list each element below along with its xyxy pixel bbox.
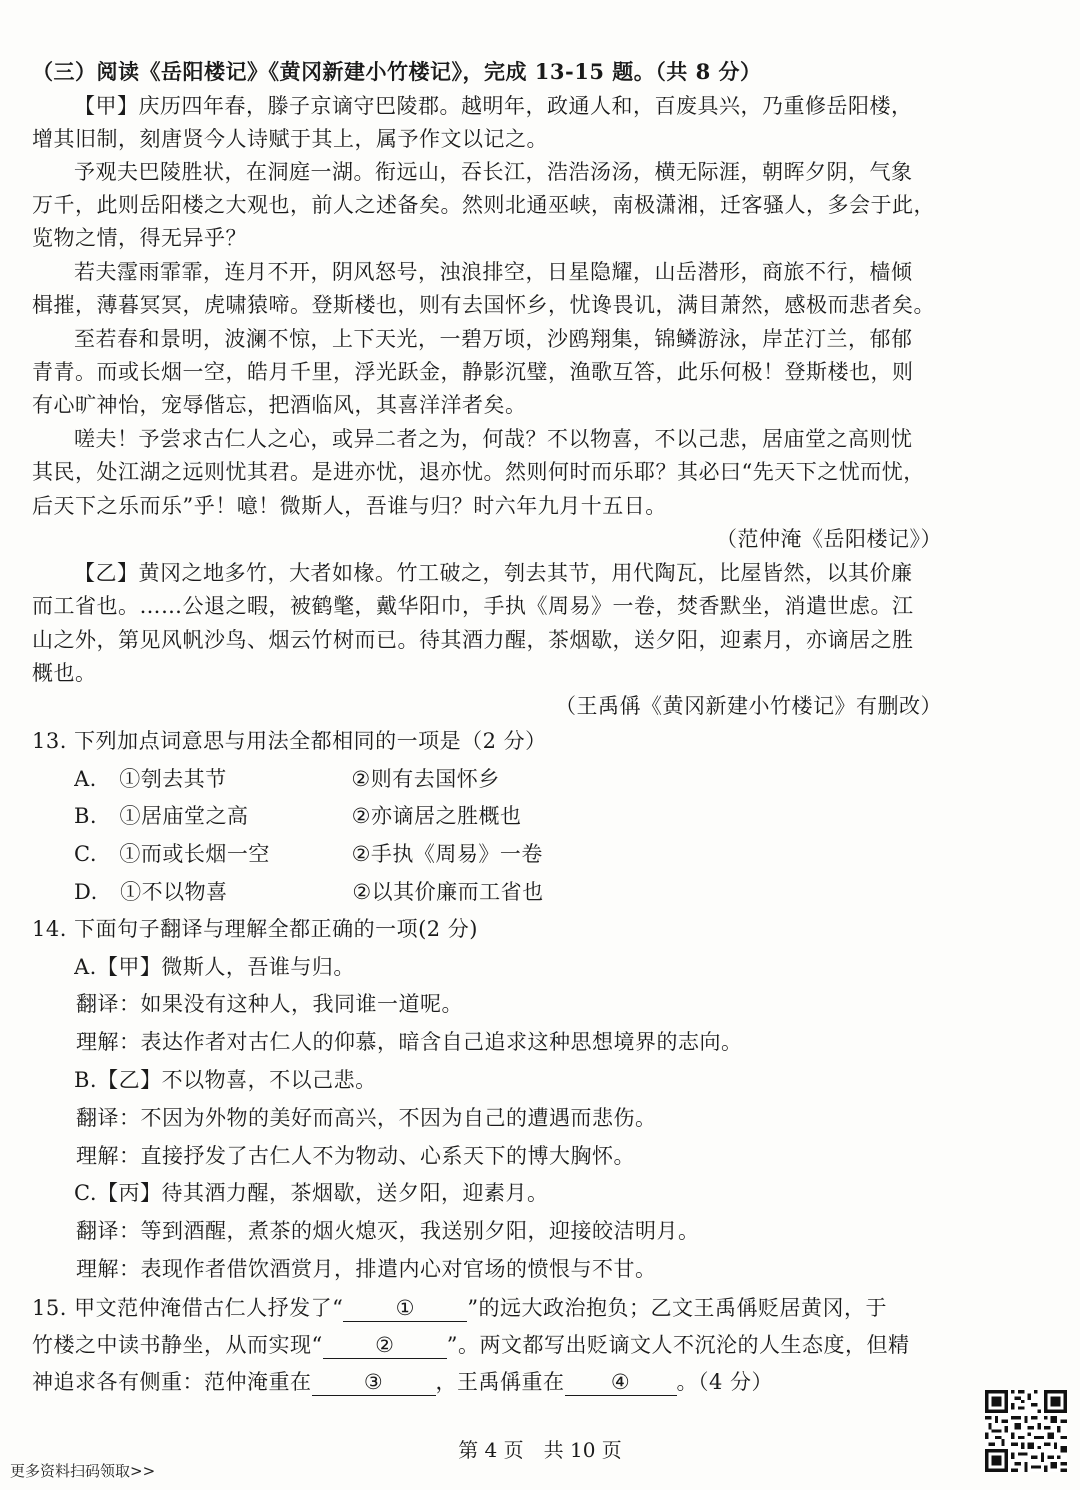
question-15-line-3	[32, 1366, 942, 1398]
option-label: C.	[74, 842, 97, 866]
passage-a-line: 楫摧，薄暮冥冥，虎啸猿啼。登斯楼也，则有去国怀乡，忧谗畏讥，满目萧然，感极而悲者矣。	[32, 293, 935, 317]
question-13-stem: 13. 下列加点词意思与用法全都相同的一项是（2 分）	[32, 729, 547, 753]
passage-a-line: 至若春和景明，波澜不惊，上下天光，一碧万顷，沙鸥翔集，锦鳞游泳，岸芷汀兰，郁郁	[74, 327, 913, 351]
page-number: 第 4 页 共 10 页	[458, 1438, 622, 1462]
q14-translation: 翻译：不因为外物的美好而高兴，不因为自己的遭遇而悲伤。	[76, 1106, 657, 1130]
option-item-1: ①居庙堂之高	[119, 804, 249, 828]
option-label: B.	[74, 804, 98, 828]
q14-translation: 翻译：如果没有这种人，我同谁一道呢。	[76, 992, 463, 1016]
passage-b-line: 概也。	[32, 661, 97, 685]
passage-a-line: 有心旷神怡，宠辱偕忘，把酒临风，其喜洋洋者矣。	[32, 393, 527, 417]
question-14-stem: 14. 下面句子翻译与理解全都正确的一项(2 分)	[32, 917, 478, 941]
passage-a-line: 予观夫巴陵胜状，在洞庭一湖。衔远山，吞长江，浩浩汤汤，横无际涯，朝晖夕阴，气象	[74, 160, 913, 184]
q14-option-c[interactable]: C.【丙】待其酒力醒，茶烟歇，送夕阳，迎素月。	[74, 1181, 549, 1205]
passage-a-line: 览物之情，得无异乎？	[32, 226, 247, 250]
option-item-2: ②手执《周易》一卷	[351, 842, 543, 866]
q15-text: 竹楼之中读书静坐，从而实现“	[32, 1333, 323, 1357]
source-b: （王禹偁《黄冈新建小竹楼记》有删改）	[555, 694, 942, 718]
q13-option-b[interactable]	[74, 800, 942, 832]
passage-a-line: 若夫霪雨霏霏，连月不开，阴风怒号，浊浪排空，日星隐耀，山岳潜形，商旅不行，樯倾	[74, 260, 913, 284]
option-item-1: ①不以物喜	[120, 880, 228, 904]
passage-b-line: 而工省也。……公退之暇，被鹤氅，戴华阳巾，手执《周易》一卷，焚香默坐，消遣世虑。江	[32, 594, 914, 618]
section-header: （三）阅读《岳阳楼记》《黄冈新建小竹楼记》，完成 13-15 题。（共 8 分）	[32, 59, 762, 84]
question-15-line-2	[32, 1329, 942, 1361]
question-15-line-1	[32, 1292, 942, 1324]
q15-text: ”。两文都写出贬谪文人不沉沦的人生态度，但精	[446, 1333, 910, 1357]
option-label: A.	[74, 767, 97, 791]
passage-a-line: 后天下之乐而乐”乎！噫！微斯人，吾谁与归？时六年九月十五日。	[32, 494, 667, 518]
q14-option-b[interactable]: B.【乙】不以物喜，不以己悲。	[74, 1068, 377, 1092]
passage-a-line: 增其旧制，刻唐贤今人诗赋于其上，属予作文以记之。	[32, 127, 548, 151]
option-item-1: ①而或长烟一空	[119, 842, 270, 866]
q14-option-a[interactable]: A.【甲】微斯人，吾谁与归。	[74, 955, 355, 979]
more-resources-link[interactable]: 更多资料扫码领取>>	[10, 1462, 156, 1480]
answer-blank-1[interactable]: ①	[343, 1295, 467, 1322]
option-item-2: ②亦谪居之胜概也	[351, 804, 522, 828]
q14-understanding: 理解：直接抒发了古仁人不为物动、心系天下的博大胸怀。	[76, 1144, 635, 1168]
q15-text: 神追求各有侧重：范仲淹重在	[32, 1370, 312, 1394]
option-item-1: ①刳去其节	[119, 767, 227, 791]
option-item-2: ②以其价廉而工省也	[352, 880, 544, 904]
q15-text: ，王禹偁重在	[435, 1370, 565, 1394]
q15-text: 15. 甲文范仲淹借古仁人抒发了“	[32, 1296, 344, 1320]
q13-option-a[interactable]	[74, 763, 942, 795]
option-label: D.	[74, 880, 98, 904]
answer-blank-4[interactable]: ④	[565, 1369, 677, 1396]
q14-translation: 翻译：等到酒醒，煮茶的烟火熄灭，我送别夕阳，迎接皎洁明月。	[76, 1219, 700, 1243]
passage-a-line: 万千，此则岳阳楼之大观也，前人之述备矣。然则北通巫峡，南极潇湘，迁客骚人，多会于此，	[32, 193, 935, 217]
passage-a-line: 其民，处江湖之远则忧其君。是进亦忧，退亦忧。然则何时而乐耶？其必曰“先天下之忧而忧，	[32, 460, 925, 484]
q14-understanding: 理解：表达作者对古仁人的仰慕，暗含自己追求这种思想境界的志向。	[76, 1030, 743, 1054]
passage-b-line: 【乙】黄冈之地多竹，大者如椽。竹工破之，刳去其节，用代陶瓦，比屋皆然，以其价廉	[74, 561, 913, 585]
q14-understanding: 理解：表现作者借饮酒赏月，排遣内心对官场的愤恨与不甘。	[76, 1257, 657, 1281]
source-a: （范仲淹《岳阳楼记》）	[716, 527, 942, 551]
passage-a-line: 【甲】庆历四年春，滕子京谪守巴陵郡。越明年，政通人和，百废具兴，乃重修岳阳楼，	[74, 94, 913, 118]
qr-code-icon[interactable]	[985, 1390, 1067, 1472]
q13-option-d[interactable]	[74, 876, 942, 908]
q15-text: ”的远大政治抱负；乙文王禹偁贬居黄冈，于	[467, 1296, 888, 1320]
passage-b-line: 山之外，第见风帆沙鸟、烟云竹树而已。待其酒力醒，茶烟歇，送夕阳，迎素月，亦谪居之胜	[32, 628, 914, 652]
answer-blank-3[interactable]: ③	[312, 1369, 436, 1396]
q13-option-c[interactable]	[74, 838, 942, 870]
passage-a-line: 青青。而或长烟一空，皓月千里，浮光跃金，静影沉璧，渔歌互答，此乐何极！登斯楼也，则	[32, 360, 914, 384]
option-item-2: ②则有去国怀乡	[351, 767, 500, 791]
q15-text: 。（4 分）	[676, 1370, 774, 1394]
passage-a-line: 嗟夫！予尝求古仁人之心，或异二者之为，何哉？不以物喜，不以己悲，居庙堂之高则忧	[74, 427, 913, 451]
answer-blank-2[interactable]: ②	[323, 1332, 447, 1359]
